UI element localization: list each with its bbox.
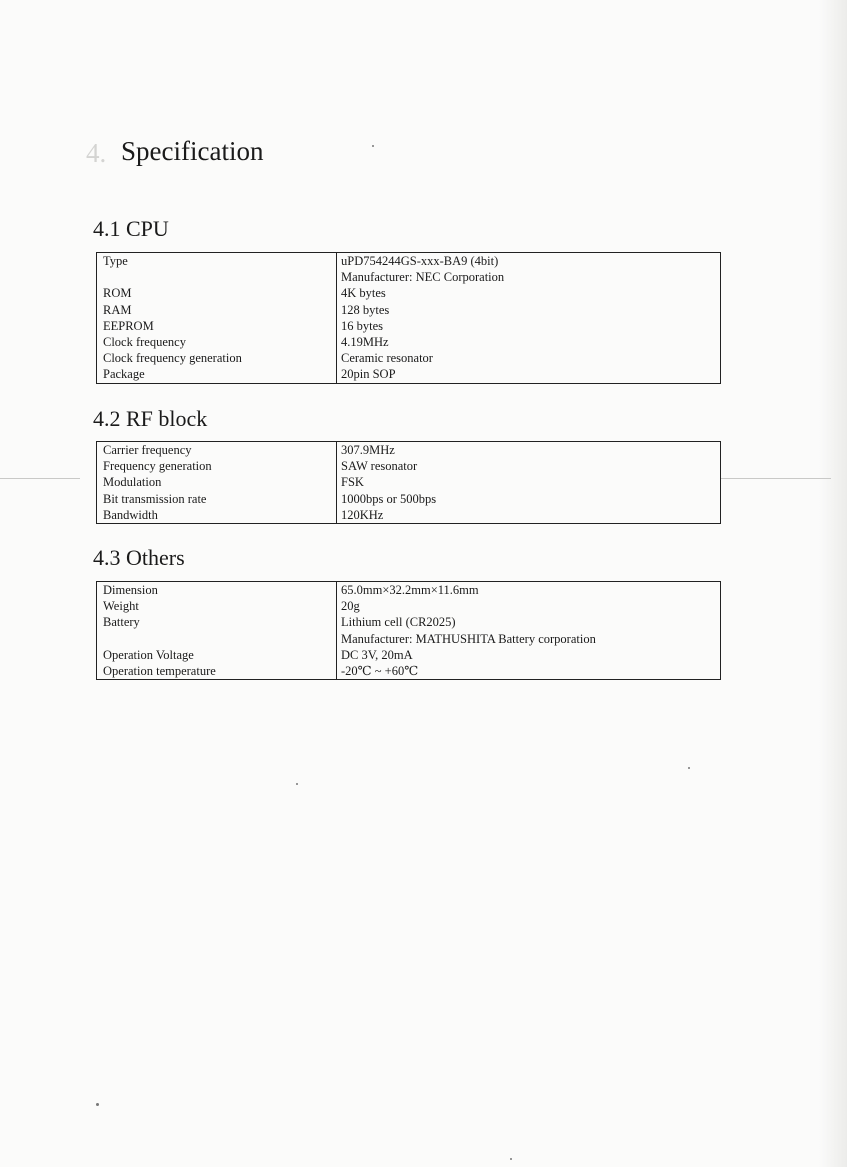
label-column bbox=[97, 582, 337, 679]
spec-value: 16 bytes bbox=[341, 318, 384, 333]
spec-value: 120KHz bbox=[341, 507, 384, 522]
spec-value: Manufacturer: NEC Corporation bbox=[341, 270, 505, 285]
spec-value: Manufacturer: MATHUSHITA Battery corporation bbox=[341, 631, 596, 646]
spec-value: Lithium cell (CR2025) bbox=[341, 615, 456, 630]
scan-speck bbox=[510, 1158, 512, 1160]
page-edge-shadow bbox=[819, 0, 847, 1167]
spec-value: DC 3V, 20mA bbox=[341, 647, 413, 662]
scan-artifact bbox=[0, 478, 80, 479]
others-spec-table bbox=[96, 581, 721, 680]
spec-value: -20℃ ~ +60℃ bbox=[341, 664, 419, 679]
value-column bbox=[337, 442, 720, 523]
spec-label: ROM bbox=[103, 286, 132, 301]
scan-speck bbox=[688, 767, 690, 769]
value-column bbox=[337, 582, 720, 679]
section-heading-rf-block: 4.2 RF block bbox=[93, 406, 208, 431]
label-column bbox=[97, 253, 337, 383]
spec-value: 1000bps or 500bps bbox=[341, 491, 437, 506]
spec-label: Package bbox=[103, 367, 145, 382]
scan-speck bbox=[296, 783, 298, 785]
spec-value: 20pin SOP bbox=[341, 367, 396, 382]
spec-label: Bit transmission rate bbox=[103, 491, 207, 506]
spec-value: 65.0mm×32.2mm×11.6mm bbox=[341, 583, 479, 597]
spec-label: RAM bbox=[103, 302, 132, 317]
page-title: Specification bbox=[121, 136, 264, 166]
spec-label: Clock frequency bbox=[103, 335, 186, 349]
spec-label bbox=[103, 631, 336, 647]
spec-value: SAW resonator bbox=[341, 459, 418, 474]
section-heading-others: 4.3 Others bbox=[93, 545, 185, 570]
spec-label: Weight bbox=[103, 599, 139, 614]
spec-label: Dimension bbox=[103, 583, 158, 597]
scan-speck bbox=[96, 1103, 99, 1106]
spec-label: Type bbox=[103, 254, 128, 268]
spec-value: 4K bytes bbox=[341, 286, 386, 301]
spec-value: 307.9MHz bbox=[341, 443, 395, 457]
spec-label: EEPROM bbox=[103, 318, 154, 333]
scan-speck bbox=[372, 145, 374, 147]
spec-label: Operation temperature bbox=[103, 664, 216, 678]
spec-value: Ceramic resonator bbox=[341, 351, 433, 366]
spec-value: 4.19MHz bbox=[341, 335, 389, 350]
spec-label bbox=[103, 269, 336, 285]
section-heading-cpu: 4.1 CPU bbox=[93, 216, 169, 241]
scan-artifact bbox=[721, 478, 831, 479]
spec-value: FSK bbox=[341, 475, 364, 490]
cpu-spec-table bbox=[96, 252, 721, 384]
spec-label: Modulation bbox=[103, 475, 162, 490]
faded-section-number: 4. bbox=[86, 138, 107, 168]
label-column bbox=[97, 442, 337, 523]
spec-value: uPD754244GS-xxx-BA9 (4bit) bbox=[341, 254, 499, 268]
spec-label: Bandwidth bbox=[103, 507, 158, 522]
spec-label: Operation Voltage bbox=[103, 647, 194, 662]
value-column bbox=[337, 253, 720, 383]
spec-value: 128 bytes bbox=[341, 302, 390, 317]
spec-label: Frequency generation bbox=[103, 459, 212, 474]
rf-spec-table bbox=[96, 441, 721, 524]
spec-value: 20g bbox=[341, 599, 360, 614]
spec-label: Carrier frequency bbox=[103, 443, 192, 457]
spec-label: Clock frequency generation bbox=[103, 351, 242, 366]
spec-label: Battery bbox=[103, 615, 140, 630]
